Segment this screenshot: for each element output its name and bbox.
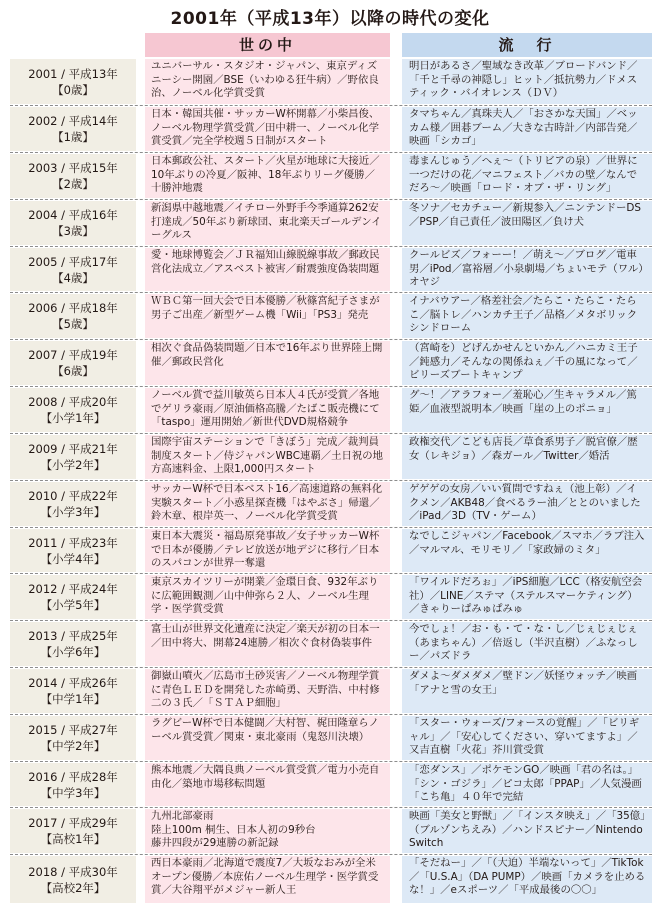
year-cell: [10, 201, 136, 245]
society-events-cell: 東日本大震災・福島原発事故／女子サッカーW杯で日本が優勝／テレビ放送が地デジに移行／日本のスパコンが世界一奪還: [145, 529, 390, 572]
table-row: [0, 154, 660, 198]
table-row: [0, 248, 660, 291]
age-label: 【小学6年】: [40, 645, 106, 659]
age-label: 【中学2年】: [40, 739, 106, 753]
trend-cell: イナバウアー／格差社会／たらこ・たらこ・たらこ／脳トレ／ハンカチ王子／品格／メタボリックシンドローム: [402, 294, 652, 338]
row-divider: [10, 854, 652, 855]
society-events-cell: 東京スカイツリーが開業／金環日食、932年ぶりに広範囲観測／山中伸弥ら２人、ノーベル生理学・医学賞受賞: [145, 575, 390, 619]
trend-cell: クールビズ／フォーー！／萌え～／ブログ／電車男／iPod／富裕層／小泉劇場／ちょいモテ（ワル）オヤジ: [402, 248, 652, 291]
society-events-cell: 熊本地震／大隅良典ノーベル賞受賞／電力小売自由化／築地市場移転問題: [145, 763, 390, 806]
year-cell: [10, 388, 136, 432]
trend-cell: グ～！／アラフォー／羞恥心／生キャラメル／篤姫／血液型説明本／映画「崖の上のポニョ」: [402, 388, 652, 432]
age-label: 【6歳】: [52, 364, 94, 378]
row-divider: [10, 152, 652, 153]
trend-cell: 明日があるさ／聖域なき改革／ブロードバンド／「千と千尋の神隠し」ヒット／抵抗勢力／ドメスティック・バイオレンス（ＤＶ）: [402, 59, 652, 104]
year-label: 2009 / 平成21年: [28, 442, 118, 456]
trend-column-header: 流 行: [402, 33, 652, 57]
year-label: 2012 / 平成24年: [28, 582, 118, 596]
row-divider: [10, 339, 652, 340]
table-row: [0, 809, 660, 853]
age-label: 【小学3年】: [40, 505, 106, 519]
table-row: [0, 669, 660, 713]
year-label: 2008 / 平成20年: [28, 395, 118, 409]
year-label: 2006 / 平成18年: [28, 301, 118, 315]
table-row: [0, 107, 660, 151]
trend-cell: 政権交代／こども店長／草食系男子／脱官僚／歴女（レキジョ）／森ガール／Twitter／婚活: [402, 435, 652, 479]
society-events-cell: 御嶽山噴火／広島市土砂災害／ノーベル物理学賞に青色ＬＥＤを開発した赤崎勇、天野浩、中村修二の３氏／「ＳＴＡＰ細胞」: [145, 669, 390, 713]
row-divider: [10, 246, 652, 247]
row-divider: [10, 573, 652, 574]
row-divider: [10, 714, 652, 715]
society-events-cell: 日本郵政公社、スタート／火星が地球に大接近／10年ぶりの冷夏／阪神、18年ぶりリーグ優勝／十勝沖地震: [145, 154, 390, 198]
trend-cell: 「スター・ウォーズ/フォースの覚醒」／「ビリギャル」／「安心してください、穿いてますよ」／又吉直樹「火花」芥川賞受賞: [402, 716, 652, 760]
age-label: 【3歳】: [52, 224, 94, 238]
year-cell: [10, 575, 136, 619]
year-label: 2010 / 平成22年: [28, 489, 118, 503]
trend-cell: 今でしょ！／お・も・て・な・し／じぇじぇじぇ（あまちゃん）／倍返し（半沢直樹）／ふなっしー／パズドラ: [402, 622, 652, 666]
trend-cell: 「そだねー」／「（大迫）半端ないって」／TikTok／「U.S.A」（DA PUMP）／映画「カメラを止めるな！」／eスポーツ／「平成最後の〇〇」: [402, 856, 652, 903]
table-row: [0, 529, 660, 572]
year-label: 2017 / 平成29年: [28, 816, 118, 830]
year-cell: [10, 856, 136, 903]
year-label: 2011 / 平成23年: [28, 535, 118, 550]
table-row: [0, 59, 660, 104]
society-events-cell: 新潟県中越地震／イチロー外野手今季通算262安打達成／50年ぶり新球団、東北楽天ゴールデンイーグルス: [145, 201, 390, 245]
row-divider: [10, 292, 652, 293]
age-label: 【高校1年】: [40, 832, 106, 846]
trend-cell: 「ワイルドだろぉ」／iPS細胞／LCC（格安航空会社）／LINE／ステマ（ステルスマーケティング）／きゃりーぱみゅぱみゅ: [402, 575, 652, 619]
table-row: [0, 435, 660, 479]
year-label: 2018 / 平成30年: [28, 864, 118, 879]
table-row: [0, 622, 660, 666]
year-label: 2015 / 平成27年: [28, 723, 118, 737]
society-events-cell: 国際宇宙ステーションで「きぼう」完成／裁判員制度スタート／侍ジャパンWBC連覇／土日祝の地方高速料金、上限1,000円スタート: [145, 435, 390, 479]
year-label: 2007 / 平成19年: [28, 348, 118, 362]
table-row: [0, 201, 660, 245]
society-events-cell: ユニバーサル・スタジオ・ジャパン、東京ディズニーシー開園／BSE（いわゆる狂牛病）／野依良治、ノーベル化学賞受賞: [145, 59, 390, 104]
year-cell: [10, 341, 136, 385]
trend-cell: 毒まんじゅう／へぇ～（トリビアの泉）／世界に一つだけの花／マニフェスト／バカの壁／なんでだろ～／映画「ロード・オブ・ザ・リング」: [402, 154, 652, 198]
society-events-cell: ＷＢＣ第一回大会で日本優勝／秋篠宮紀子さまが男子ご出産／新型ゲーム機「Wii」「PS3」発売: [145, 294, 390, 338]
row-divider: [10, 807, 652, 808]
age-label: 【4歳】: [52, 270, 94, 285]
trend-cell: 冬ソナ／セカチュー／新規参入／ニンテンドーDS／PSP／自己責任／波田陽区／負け犬: [402, 201, 652, 245]
row-divider: [10, 620, 652, 621]
table-row: [0, 482, 660, 526]
trend-cell: ゲゲゲの女房／いい質問ですねぇ（池上彰）／イクメン／AKB48／食べるラー油／ととのいました／iPad／3D（TV・ゲーム）: [402, 482, 652, 526]
year-label: 2016 / 平成28年: [28, 769, 118, 784]
age-label: 【中学3年】: [40, 785, 106, 800]
society-events-cell: 富士山が世界文化遺産に決定／楽天が初の日本一／田中将大、開幕24連勝／相次ぐ食材偽装事件: [145, 622, 390, 666]
table-row: [0, 341, 660, 385]
table-row: [0, 856, 660, 903]
year-cell: [10, 809, 136, 853]
society-column-header: 世の中: [145, 33, 390, 57]
table-row: [0, 716, 660, 760]
age-label: 【小学1年】: [40, 411, 106, 425]
table-row: [0, 575, 660, 619]
year-label: 2003 / 平成15年: [28, 161, 118, 175]
year-cell: [10, 529, 136, 572]
society-events-cell: ラグビーW杯で日本健闘／大村智、梶田隆章らノーベル賞受賞／関東・東北豪雨（鬼怒川決壊）: [145, 716, 390, 760]
row-divider: [10, 527, 652, 528]
year-cell: [10, 622, 136, 666]
row-divider: [10, 433, 652, 434]
year-cell: [10, 435, 136, 479]
year-cell: [10, 669, 136, 713]
age-label: 【小学4年】: [40, 551, 106, 566]
society-events-cell: 西日本豪雨／北海道で震度7／大坂なおみが全米オープン優勝／本庶佑ノーベル生理学・医学賞受賞／大谷翔平がメジャー新人王: [145, 856, 390, 903]
table-row: [0, 388, 660, 432]
row-divider: [10, 480, 652, 481]
society-events-cell: 相次ぐ食品偽装問題／日本で16年ぶり世界陸上開催／郵政民営化: [145, 341, 390, 385]
age-label: 【5歳】: [52, 317, 94, 331]
age-label: 【2歳】: [52, 177, 94, 191]
table-row: [0, 763, 660, 806]
society-events-cell: 愛・地球博覧会／ＪＲ福知山線脱線事故／郵政民営化法成立／アスベスト被害／耐震強度偽装問題: [145, 248, 390, 291]
row-divider: [10, 386, 652, 387]
row-divider: [10, 199, 652, 200]
society-events-cell: サッカーW杯で日本ベスト16／高速道路の無料化実験スタート／小惑星探査機「はやぶさ」帰還／鈴木章、根岸英一、ノーベル化学賞受賞: [145, 482, 390, 526]
year-cell: [10, 248, 136, 291]
trend-cell: ダメよ～ダメダメ／壁ドン／妖怪ウォッチ／映画「アナと雪の女王」: [402, 669, 652, 713]
year-label: 2004 / 平成16年: [28, 208, 118, 222]
trend-cell: 映画「美女と野獣」／「インスタ映え」／「35億」（ブルゾンちえみ）／ハンドスピナー／Nintendo Switch: [402, 809, 652, 853]
trend-cell: タマちゃん／真珠夫人／「おさかな天国」／ベッカム様／囲碁ブーム／大きな古時計／内部告発／映画「シカゴ」: [402, 107, 652, 151]
society-events-cell: 日本・韓国共催・サッカーW杯開幕／小柴昌俊、ノーベル物理学賞受賞／田中耕一、ノーベル化学賞受賞／完全学校週５日制がスタート: [145, 107, 390, 151]
year-label: 2005 / 平成17年: [28, 254, 118, 269]
society-events-cell: ノーベル賞で益川敏英ら日本人４氏が受賞／各地でゲリラ豪雨／原油価格高騰／たばこ販売機にて「taspo」運用開始／新世代DVD規格競争: [145, 388, 390, 432]
page-title: 2001年（平成13年）以降の時代の変化: [170, 9, 490, 29]
trend-cell: 「恋ダンス」／ポケモンGO／映画「君の名は。」「シン・ゴジラ」／ピコ太郎「PPAP」／人気漫画「こち亀」４０年で完結: [402, 763, 652, 806]
age-label: 【高校2年】: [40, 880, 106, 895]
row-divider: [10, 667, 652, 668]
row-divider: [10, 761, 652, 762]
year-cell: [10, 154, 136, 198]
age-label: 【中学1年】: [40, 692, 106, 706]
society-events-cell: 九州北部豪雨 陸上100m 桐生、日本人初の9秒台 藤井四段が29連勝の新記録: [145, 809, 390, 853]
trend-cell: （宮崎を）どげんかせんといかん／ハニカミ王子／鈍感力／そんなの関係ねぇ／千の風になって／ビリーズブートキャンプ: [402, 341, 652, 385]
age-label: 【小学5年】: [40, 598, 106, 612]
age-label: 【0歳】: [52, 82, 94, 97]
year-cell: [10, 107, 136, 151]
year-label: 2002 / 平成14年: [28, 114, 118, 128]
year-cell: [10, 716, 136, 760]
table-row: [0, 294, 660, 338]
age-label: 【1歳】: [52, 130, 94, 144]
year-label: 2001 / 平成13年: [28, 66, 118, 81]
year-cell: [10, 59, 136, 104]
year-cell: [10, 294, 136, 338]
year-cell: [10, 482, 136, 526]
year-cell: [10, 763, 136, 806]
age-label: 【小学2年】: [40, 458, 106, 472]
row-divider: [10, 105, 652, 106]
trend-cell: なでしこジャパン／Facebook／スマホ／ラブ注入／マルマル、モリモリ／「家政婦のミタ」: [402, 529, 652, 572]
year-label: 2013 / 平成25年: [28, 629, 118, 643]
year-label: 2014 / 平成26年: [28, 676, 118, 690]
